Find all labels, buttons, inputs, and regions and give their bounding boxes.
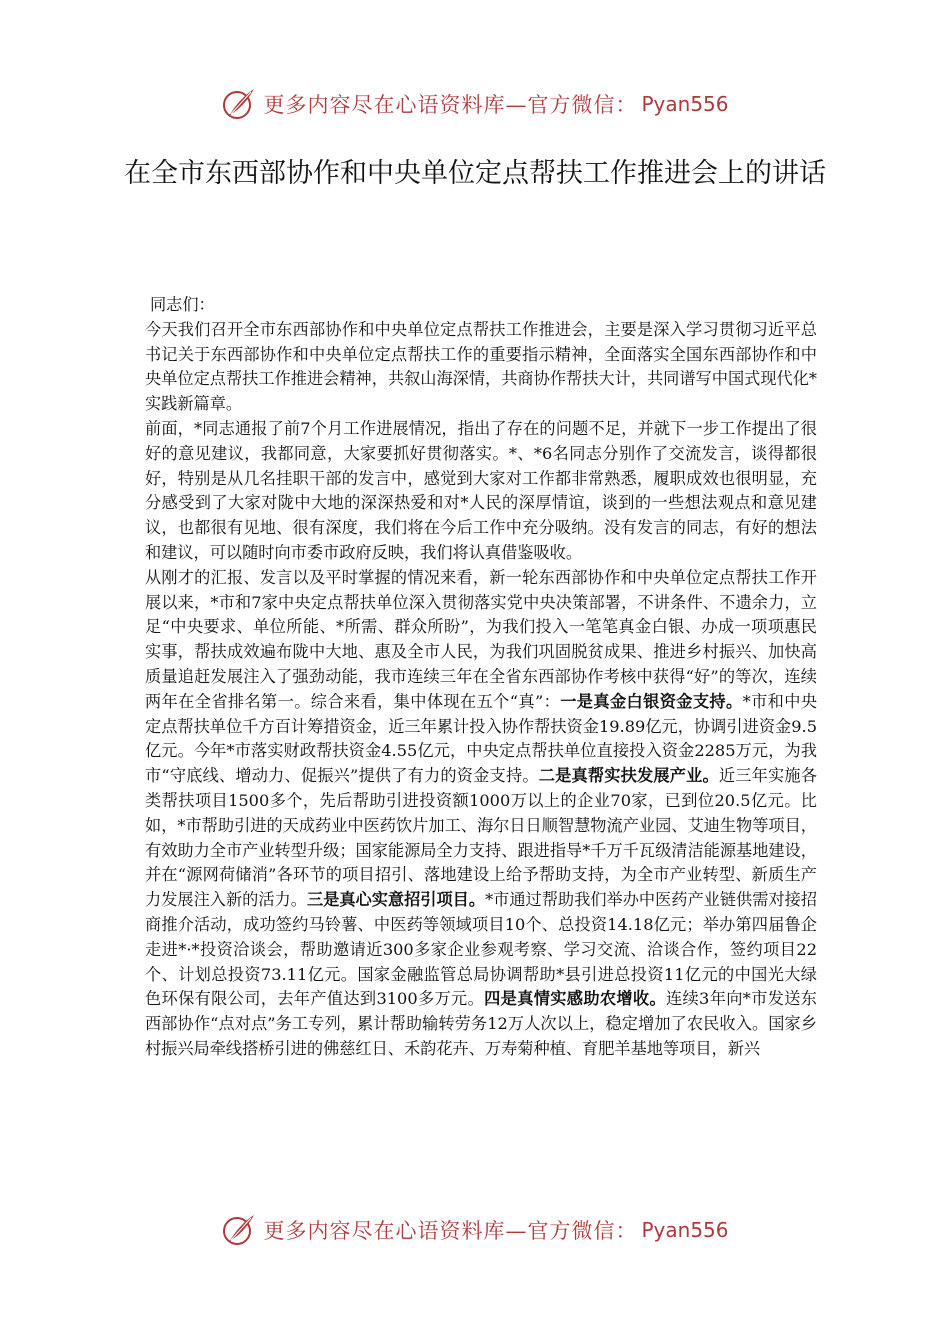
watermark-text: 更多内容尽在心语资料库—官方微信： xyxy=(263,93,638,117)
feather-pen-logo-icon xyxy=(221,86,257,122)
point-1-heading: 一是真金白银资金支持。 xyxy=(560,691,743,711)
watermark-wechat-id: Pyan556 xyxy=(641,92,729,116)
paragraph-3-text-3: 近三年实施各类帮扶项目1500多个，先后帮助引进投资额1000万以上的企业70家，已到位20.5亿元。比如，*市帮助引进的天成药业中医药饮片加工、海尔日日顺智慧物流产业园、艾迪生物等项目，有效助力全市产业转型升级；国家能源局全力支持、跟进指导*千万千瓦级清洁能源基地建设，并在“源网荷储消”各环节的项目招引、落地建设上给予帮助支持，为全市产业转型、新质生产力发展注入新的活力。 xyxy=(145,766,817,910)
paragraph-3-text-2: *市和中央定点帮扶单位千方百计筹措资金，近三年累计投入协作帮扶资金19.89亿元，协调引进资金9.5亿元。今年*市落实财政帮扶资金4.55亿元，中央定点帮扶单位直接投入资金2285万元，为我市“守底线、增动力、促振兴”提供了有力的资金支持。 xyxy=(145,691,818,786)
document-title: 在全市东西部协作和中央单位定点帮扶工作推进会上的讲话 xyxy=(124,158,826,189)
paragraph-3-text-5: 连续3年向*市发送东西部协作“点对点”务工专列，累计帮助输转劳务12万人次以上，稳定增加了农民收入。国家乡村振兴局牵线搭桥引进的佛慈红日、禾韵花卉、万寿菊种植、育肥羊基地等项目，新兴 xyxy=(145,989,817,1058)
point-4-heading: 四是真情实感助农增收。 xyxy=(484,989,666,1009)
paragraph-3-text-1: 从刚才的汇报、发言以及平时掌握的情况来看，新一轮东西部协作和中央单位定点帮扶工作开展以来，*市和7家中央定点帮扶单位深入贯彻落实党中央决策部署，不讲条件、不遗余力，立足“中央要求、单位所能、*所需、群众所盼”，为我们投入一笔笔真金白银、办成一项项惠民实事，帮扶成效遍布陇中大地、惠及全市人民，为我们巩固脱贫成果、推进乡村振兴、加快高质量追赶发展注入了强劲动能，我市连续三年在全省东西部协作考核中获得“好”的等次，连续两年在全省排名第一。综合来看，集中体现在五个“真”： xyxy=(145,567,817,711)
header-watermark-banner xyxy=(0,84,950,124)
paragraph-1: 今天我们召开全市东西部协作和中央单位定点帮扶工作推进会，主要是深入学习贯彻习近平总书记关于东西部协作和中央单位定点帮扶工作的重要指示精神，全面落实全国东西部协作和中央单位定点帮扶工作推进会精神，共叙山海深情，共商协作帮扶大计，共同谱写中国式现代化*实践新篇章。 xyxy=(145,319,817,414)
watermark-text: 更多内容尽在心语资料库—官方微信： xyxy=(263,1219,638,1243)
point-3-heading: 三是真心实意招引项目。 xyxy=(306,890,486,910)
greeting: 同志们： xyxy=(150,295,215,314)
feather-pen-logo-icon xyxy=(221,1212,257,1248)
paragraph-3-text-4: *市通过帮助我们举办中医药产业链供需对接招商推介活动，成功签约马铃薯、中医药等领域项目10个、总投资14.18亿元；举办第四届鲁企走进*·*投资洽谈会，帮助邀请近300多家企业参观考察、学习交流、洽谈合作，签约项目22个、计划总投资73.11亿元。国家金融监管总局协调帮助*县引进总投资11亿元的中国光大绿色环保有限公司，去年产值达到3100多万元。 xyxy=(145,890,818,1009)
paragraph-3 xyxy=(145,566,817,1062)
paragraph-2: 前面，*同志通报了前7个月工作进展情况，指出了存在的问题不足，并就下一步工作提出了很好的意见建议，我都同意，大家要抓好贯彻落实。*、*6名同志分别作了交流发言，谈得都很好，特别是从几名挂职干部的发言中，感觉到大家对工作都非常熟悉，履职成效也很明显，充分感受到了大家对陇中大地的深深热爱和对*人民的深厚情谊，谈到的一些想法观点和意见建议，也都很有见地、很有深度，我们将在今后工作中充分吸纳。没有发言的同志，有好的想法和建议，可以随时向市委市政府反映，我们将认真借鉴吸收。 xyxy=(145,418,817,562)
point-2-heading: 二是真帮实扶发展产业。 xyxy=(538,766,719,786)
footer-watermark-banner xyxy=(0,1210,950,1250)
document-body xyxy=(145,293,817,1062)
watermark-wechat-id: Pyan556 xyxy=(641,1218,729,1242)
